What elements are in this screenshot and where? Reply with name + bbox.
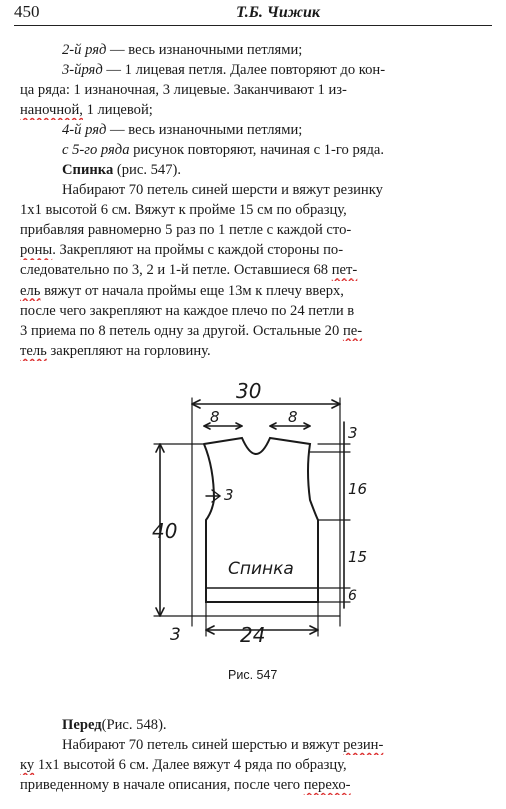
- row-2-line: 2-й ряд — весь изнаночными петлями;: [62, 42, 303, 58]
- dim-top-label: 30: [236, 379, 262, 403]
- front-section: [20, 715, 490, 795]
- rows-instructions: [20, 40, 490, 161]
- row-3-line: 3-йряд — 1 лицевая петля. Далее повторяют до кон-: [62, 62, 386, 79]
- page-number: 450: [14, 2, 40, 21]
- front-line-1: Набирают 70 петель синей шерстью и вяжут резин-: [62, 737, 384, 754]
- dim-armhole-height-label: 16: [348, 480, 368, 498]
- dim-bottom-label: 24: [240, 623, 266, 646]
- dim-total-label: 40: [152, 519, 178, 543]
- back-line-1: Набирают 70 петель синей шерсти и вяжут резинку: [62, 182, 383, 199]
- row-5-line: с 5-го ряда рисунок повторяют, начиная с 1-го ряда.: [62, 142, 385, 159]
- back-line-2: 1х1 высотой 6 см. Вяжут к пройме 15 см по образцу,: [20, 202, 347, 219]
- front-line-3: приведенному в начале описания, после чего перехо-: [20, 777, 351, 794]
- row-3-line-cont: ца ряда: 1 изнаночная, 3 лицевые. Заканчивают 1 из-: [20, 82, 347, 99]
- dim-side-label: 3: [170, 625, 181, 645]
- dim-rib-label: 6: [348, 588, 357, 604]
- front-heading: Перед(Рис. 548).: [62, 717, 167, 733]
- dim-armhole-label: 3: [224, 486, 234, 504]
- dim-neck-drop-label: 3: [348, 424, 358, 442]
- back-line-3: прибавляя равномерно 5 раз по 1 петле с каждой сто-: [20, 222, 352, 239]
- dim-shoulder-right-label: 8: [288, 408, 298, 426]
- back-line-5: следовательно по 3, 2 и 1-й петле. Оставшиеся 68 пет-: [20, 262, 358, 279]
- back-line-7: после чего закрепляют на каждое плечо по 24 петли в: [20, 302, 355, 319]
- figure-caption: Рис. 547: [228, 668, 278, 682]
- back-line-8: 3 приема по 8 петель одну за другой. Остальные 20 пе-: [20, 322, 363, 339]
- row-3-line-end: наночной, 1 лицевой;: [20, 102, 153, 119]
- header-rule: [14, 25, 492, 26]
- back-heading: Спинка (рис. 547).: [62, 162, 182, 178]
- front-line-2: ку 1х1 высотой 6 см. Далее вяжут 4 ряда по образцу,: [20, 757, 347, 774]
- garment-label: Спинка: [228, 559, 294, 579]
- back-line-9: тель закрепляют на горловину.: [20, 342, 211, 359]
- back-section: [20, 160, 490, 361]
- back-line-4: роны. Закрепляют на проймы с каждой стороны по-: [20, 242, 344, 259]
- row-4-line: 4-й ряд — весь изнаночными петлями;: [62, 122, 303, 139]
- running-header-author: Т.Б. Чижик: [236, 4, 321, 21]
- dim-shoulder-left-label: 8: [210, 408, 220, 426]
- back-pattern-diagram: [150, 378, 370, 646]
- back-line-6: ель вяжут от начала проймы еще 13м к плечу вверх,: [20, 282, 344, 299]
- dim-body-height-label: 15: [348, 548, 368, 566]
